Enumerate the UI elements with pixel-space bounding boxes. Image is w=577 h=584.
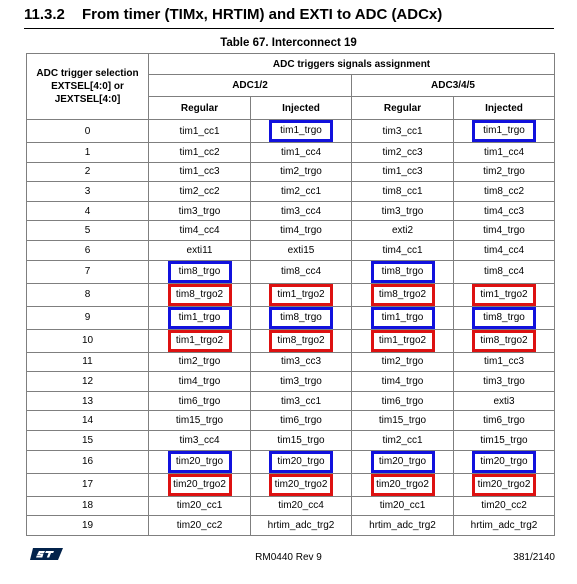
trigger-selection-value: 0 <box>27 120 149 143</box>
highlighted-signal: tim8_trgo <box>371 261 435 283</box>
signal-cell: tim6_trgo <box>454 411 555 431</box>
adc12-injected-header: Injected <box>251 97 352 120</box>
signal-cell: tim4_cc4 <box>454 240 555 260</box>
signal-cell <box>352 283 454 306</box>
signal-cell <box>251 120 352 143</box>
section-number: 11.3.2 <box>24 6 65 23</box>
signal-cell: tim2_cc2 <box>149 182 251 202</box>
signal-cell <box>454 306 555 329</box>
signal-cell: tim20_cc2 <box>149 516 251 536</box>
highlighted-signal: tim1_trgo <box>168 307 232 329</box>
highlighted-signal: tim20_trgo <box>269 451 333 473</box>
signal-cell <box>149 306 251 329</box>
table-row <box>27 496 555 516</box>
signal-cell: tim6_trgo <box>149 391 251 411</box>
signal-cell: tim1_cc2 <box>149 143 251 163</box>
table-row <box>27 240 555 260</box>
signal-cell: tim20_cc4 <box>251 496 352 516</box>
signal-cell <box>149 283 251 306</box>
highlighted-signal: tim8_trgo <box>168 261 232 283</box>
table-row <box>27 391 555 411</box>
highlighted-signal: tim20_trgo <box>371 451 435 473</box>
table-row <box>27 143 555 163</box>
signal-cell: tim2_cc1 <box>251 182 352 202</box>
highlighted-signal: tim1_trgo2 <box>168 330 232 352</box>
table-body <box>27 120 555 536</box>
signal-cell: tim20_cc2 <box>454 496 555 516</box>
signal-cell: tim3_cc1 <box>251 391 352 411</box>
signal-cell: tim3_trgo <box>454 372 555 392</box>
table-row <box>27 372 555 392</box>
trigger-selection-value: 8 <box>27 283 149 306</box>
signal-cell: tim15_trgo <box>251 430 352 450</box>
document-reference: RM0440 Rev 9 <box>255 552 322 563</box>
signal-cell <box>149 329 251 352</box>
signal-cell: tim1_cc3 <box>149 162 251 182</box>
trigger-selection-value: 6 <box>27 240 149 260</box>
signal-cell <box>454 473 555 496</box>
highlighted-signal: tim8_trgo2 <box>371 284 435 306</box>
signal-cell: tim3_cc3 <box>251 352 352 372</box>
signal-cell: exti11 <box>149 240 251 260</box>
table-row <box>27 450 555 473</box>
signal-cell <box>352 450 454 473</box>
signal-cell: tim15_trgo <box>454 430 555 450</box>
signal-cell: exti15 <box>251 240 352 260</box>
trigger-selection-value: 16 <box>27 450 149 473</box>
adc345-regular-header: Regular <box>352 97 454 120</box>
highlighted-signal: tim8_trgo2 <box>269 330 333 352</box>
signal-cell: tim1_cc4 <box>251 143 352 163</box>
signal-cell: tim3_trgo <box>352 201 454 221</box>
table-row <box>27 221 555 241</box>
highlighted-signal: tim1_trgo <box>371 307 435 329</box>
table-row <box>27 260 555 283</box>
signal-cell <box>149 260 251 283</box>
trigger-selection-value: 2 <box>27 162 149 182</box>
highlighted-signal: tim1_trgo <box>269 120 333 142</box>
signal-cell: tim4_cc3 <box>454 201 555 221</box>
signal-cell <box>251 450 352 473</box>
signal-cell: tim15_trgo <box>352 411 454 431</box>
trigger-selection-value: 18 <box>27 496 149 516</box>
signal-cell: tim2_trgo <box>149 352 251 372</box>
signal-cell: tim4_trgo <box>149 372 251 392</box>
signal-cell: tim8_cc2 <box>454 182 555 202</box>
table-row <box>27 473 555 496</box>
signal-cell: tim3_cc4 <box>149 430 251 450</box>
signal-cell <box>454 450 555 473</box>
signal-cell: tim3_trgo <box>251 372 352 392</box>
signal-cell <box>352 329 454 352</box>
highlighted-signal: tim1_trgo <box>472 120 536 142</box>
signal-cell: tim4_cc1 <box>352 240 454 260</box>
signal-cell: tim8_cc1 <box>352 182 454 202</box>
signal-cell <box>352 473 454 496</box>
table-row <box>27 430 555 450</box>
trigger-selection-value: 1 <box>27 143 149 163</box>
trigger-selection-value: 5 <box>27 221 149 241</box>
section-title: From timer (TIMx, HRTIM) and EXTI to ADC (ADCx) <box>82 6 443 23</box>
signal-cell: tim20_cc1 <box>352 496 454 516</box>
table-row <box>27 411 555 431</box>
signal-cell: tim4_trgo <box>352 372 454 392</box>
signal-cell <box>454 120 555 143</box>
table-row <box>27 329 555 352</box>
adc12-regular-header: Regular <box>149 97 251 120</box>
trigger-selection-value: 17 <box>27 473 149 496</box>
table-caption: Table 67. Interconnect 19 <box>220 37 357 49</box>
signal-cell: tim15_trgo <box>149 411 251 431</box>
signal-cell: tim3_cc4 <box>251 201 352 221</box>
trigger-selection-value: 11 <box>27 352 149 372</box>
highlighted-signal: tim8_trgo <box>472 307 536 329</box>
page-number: 381/2140 <box>513 552 555 563</box>
highlighted-signal: tim20_trgo <box>472 451 536 473</box>
signal-cell: tim2_trgo <box>352 352 454 372</box>
signal-cell: tim2_trgo <box>251 162 352 182</box>
signal-cell <box>251 473 352 496</box>
signal-cell <box>454 283 555 306</box>
signal-cell: hrtim_adc_trg2 <box>352 516 454 536</box>
table-row <box>27 516 555 536</box>
signal-cell: tim3_trgo <box>149 201 251 221</box>
signal-cell <box>251 306 352 329</box>
signal-cell: tim1_cc1 <box>149 120 251 143</box>
highlighted-signal: tim1_trgo2 <box>269 284 333 306</box>
trigger-selection-value: 7 <box>27 260 149 283</box>
trigger-selection-value: 19 <box>27 516 149 536</box>
signal-cell <box>454 329 555 352</box>
signal-cell: tim6_trgo <box>251 411 352 431</box>
signal-cell: tim8_cc4 <box>454 260 555 283</box>
signal-cell <box>149 450 251 473</box>
signal-cell: hrtim_adc_trg2 <box>454 516 555 536</box>
signals-assignment-header: ADC triggers signals assignment <box>149 54 555 75</box>
trigger-selection-value: 14 <box>27 411 149 431</box>
trigger-selection-value: 12 <box>27 372 149 392</box>
header-rule <box>24 28 554 29</box>
highlighted-signal: tim8_trgo2 <box>472 330 536 352</box>
adc345-injected-header: Injected <box>454 97 555 120</box>
adc12-header: ADC1/2 <box>149 75 352 97</box>
signal-cell: tim4_trgo <box>251 221 352 241</box>
signal-cell: exti3 <box>454 391 555 411</box>
signal-cell: tim20_cc1 <box>149 496 251 516</box>
trigger-selection-value: 3 <box>27 182 149 202</box>
signal-cell: tim8_cc4 <box>251 260 352 283</box>
table-row <box>27 352 555 372</box>
signal-cell: hrtim_adc_trg2 <box>251 516 352 536</box>
trigger-selection-value: 10 <box>27 329 149 352</box>
signal-cell <box>352 306 454 329</box>
highlighted-signal: tim20_trgo <box>168 451 232 473</box>
signal-cell <box>149 473 251 496</box>
trigger-selection-header: ADC trigger selection EXTSEL[4:0] or JEXTSEL[4:0] <box>27 54 149 120</box>
signal-cell: tim4_trgo <box>454 221 555 241</box>
signal-cell <box>251 283 352 306</box>
signal-cell: exti2 <box>352 221 454 241</box>
signal-cell <box>251 329 352 352</box>
highlighted-signal: tim20_trgo2 <box>168 474 232 496</box>
signal-cell: tim4_cc4 <box>149 221 251 241</box>
table-row <box>27 120 555 143</box>
trigger-selection-value: 15 <box>27 430 149 450</box>
highlighted-signal: tim8_trgo <box>269 307 333 329</box>
signal-cell: tim1_cc3 <box>454 352 555 372</box>
signal-cell: tim3_cc1 <box>352 120 454 143</box>
trigger-selection-value: 4 <box>27 201 149 221</box>
interconnect-table <box>26 53 555 536</box>
table-row <box>27 306 555 329</box>
highlighted-signal: tim20_trgo2 <box>269 474 333 496</box>
signal-cell: tim2_cc1 <box>352 430 454 450</box>
table-row <box>27 283 555 306</box>
highlighted-signal: tim1_trgo2 <box>472 284 536 306</box>
signal-cell: tim1_cc3 <box>352 162 454 182</box>
signal-cell: tim6_trgo <box>352 391 454 411</box>
signal-cell: tim1_cc4 <box>454 143 555 163</box>
trigger-selection-value: 13 <box>27 391 149 411</box>
signal-cell <box>352 260 454 283</box>
trigger-selection-value: 9 <box>27 306 149 329</box>
section-heading <box>24 6 442 23</box>
highlighted-signal: tim20_trgo2 <box>472 474 536 496</box>
signal-cell: tim2_cc3 <box>352 143 454 163</box>
highlighted-signal: tim1_trgo2 <box>371 330 435 352</box>
highlighted-signal: tim20_trgo2 <box>371 474 435 496</box>
highlighted-signal: tim8_trgo2 <box>168 284 232 306</box>
table-row <box>27 182 555 202</box>
adc345-header: ADC3/4/5 <box>352 75 555 97</box>
signal-cell: tim2_trgo <box>454 162 555 182</box>
table-row <box>27 162 555 182</box>
table-row <box>27 201 555 221</box>
